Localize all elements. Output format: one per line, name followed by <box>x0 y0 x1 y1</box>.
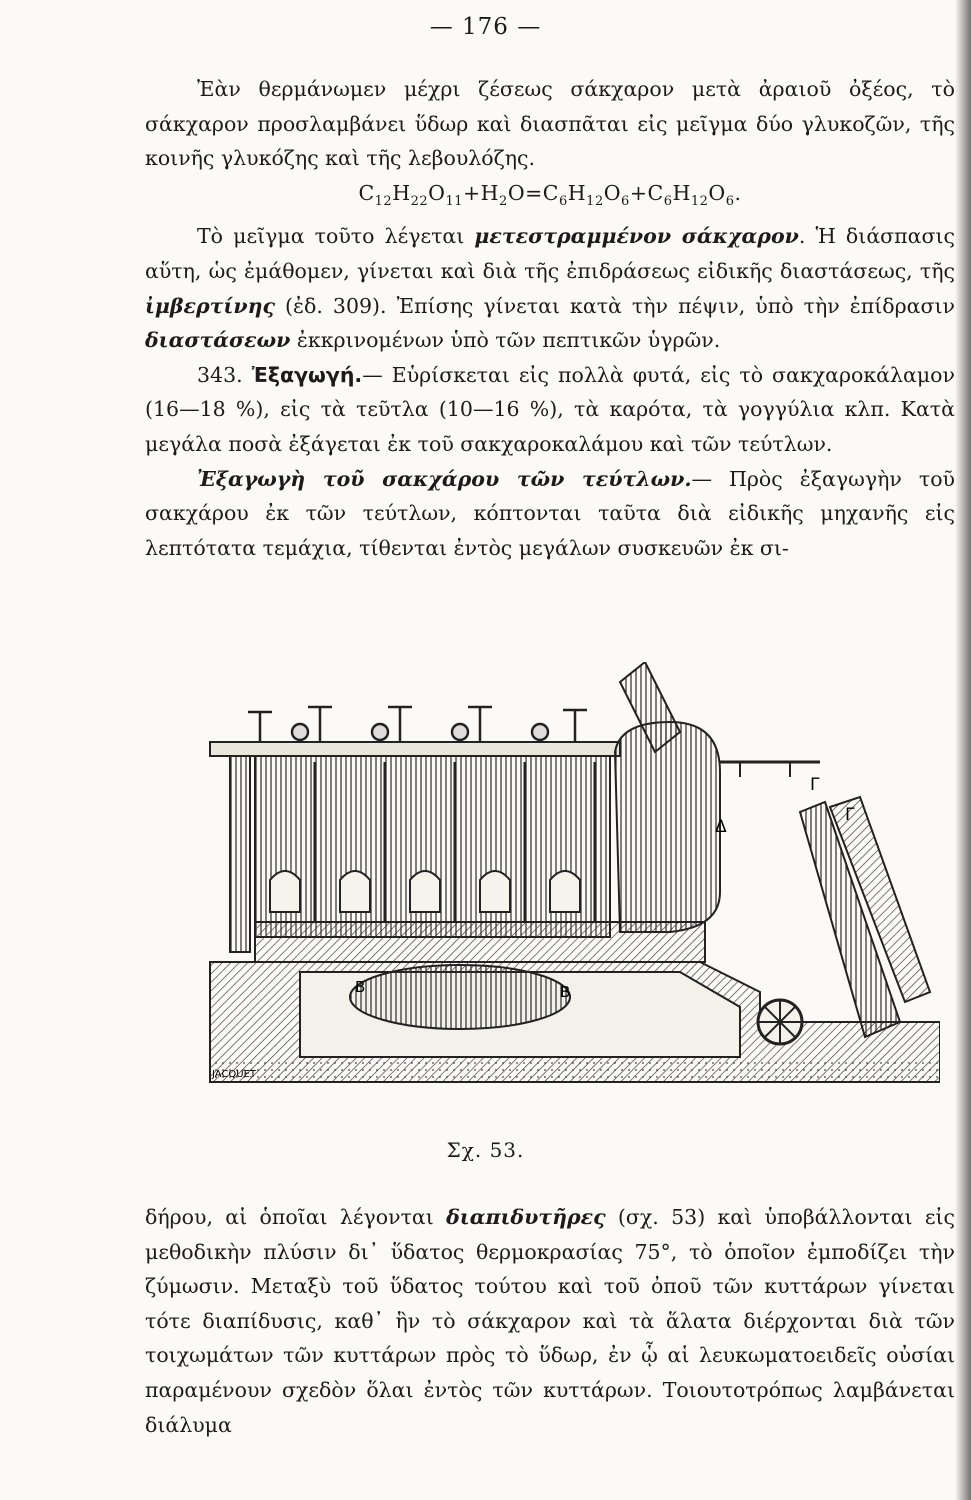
term-diffusers: διαπιδυτῆρες <box>446 1205 606 1229</box>
label-beta-2: Β <box>560 983 571 1001</box>
paragraph-hydrolysis: Ἐὰν θερμάνωμεν μέχρι ζέσεως σάκχαρον μετὰ ἀραιοῦ ὀξέος, τὸ σάκχαρον προσλαμβάνει ὕδωρ καὶ διασπᾶται εἰς μεῖγμα δύο γλυκοζῶν, τῆς κοινῆς γλυκόζης καὶ τῆς λεβουλόζης. <box>145 77 955 171</box>
figure-caption: Σχ. 53. <box>446 1138 525 1162</box>
term-invert-sugar: μετεστραμμένον σάκχαρον <box>474 224 799 249</box>
page-number: — 176 — <box>429 14 542 40</box>
paragraph-invert-sugar: Τὸ μεῖγμα τοῦτο λέγεται μετεστραμμένον σάκχαρον. Ἡ διάσπασις αὕτη, ὡς ἐμάθομεν, γίνεται καὶ διὰ τῆς ἐπιδράσεως εἰδικῆς διαστάσεως, τῆς ἰμβερτίνης (ἐδ. 309). Ἐπίσης γίνεται κατὰ τὴν πέψιν, ὑπὸ τὴν ἐπίδρασιν διαστάσεων ἐκκρινομένων ὑπὸ τῶν πεπτικῶν ὑγρῶν. <box>145 224 955 353</box>
term-invertase: ἰμβερτίνης <box>145 293 275 318</box>
inclined-elevator <box>758 797 930 1044</box>
label-delta: Δ <box>715 817 727 837</box>
section-number: 343. <box>197 362 252 387</box>
diffuser-vessels <box>210 722 720 962</box>
term-diastases: διαστάσεων <box>145 328 291 353</box>
label-gamma-1: Γ <box>810 775 820 795</box>
label-beta-1: Β <box>355 978 366 996</box>
figure-diffusion-battery <box>200 662 940 1092</box>
engraver-signature: JACQUET <box>212 1069 257 1080</box>
text-block-bottom <box>145 1200 955 1442</box>
subsection-heading: Ἐξαγωγὴ τοῦ σακχάρου τῶν τεύτλων. <box>197 466 692 491</box>
diffuser-engraving <box>200 662 940 1092</box>
top-valves <box>248 707 587 742</box>
section-heading: Ἐξαγωγή. <box>251 362 363 387</box>
paragraph-343-extraction: 343. Ἐξαγωγή.— Εὑρίσκεται εἰς πολλὰ φυτά, εἰς τὸ σακχαροκάλαμον (16—18 %), εἰς τὰ τεῦτλα (10—16 %), τὰ καρότα, τὰ γογγύλια κλπ. Κατὰ μεγάλα ποσὰ ἐξάγεται ἐκ τοῦ σακχαροκαλάμου καὶ τῶν τεύτλων. <box>145 362 955 457</box>
paragraph-diffusers: δήρου, αἱ ὁποῖαι λέγονται διαπιδυτῆρες (σχ. 53) καὶ ὑποβάλλονται εἰς μεθοδικὴν πλύσιν δι᾽ ὕδατος θερμοκρασίας 75°, τὸ ὁποῖον ἐμποδίζει τὴν ζύμωσιν. Μεταξὺ τοῦ ὕδατος τούτου καὶ τοῦ ὀποῦ τῶν κυττάρων γίνεται τότε διαπίδυσις, καθ᾽ ἣν τὸ σάκχαρον καὶ τὰ ἅλατα διέρχονται διὰ τῶν τοιχωμάτων τῶν κυττάρων πρὸς τὸ ὕδωρ, ἐν ᾧ αἱ λευκωματοειδεῖς οὐσίαι παραμένουν σχεδὸν ὅλαι ἐντὸς τῶν κυττάρων. Τοιουτοτρόπως λαμβάνεται διάλυμα <box>145 1205 955 1437</box>
label-gamma-2: Γ <box>845 805 855 825</box>
chemical-equation: $C_{12}H_{22}O_{11}+H_2O=C_6H_{12}O_6+C_6H_{12}O_6$. <box>358 180 742 209</box>
paragraph-beet-extraction: Ἐξαγωγὴ τοῦ σακχάρου τῶν τεύτλων.— Πρὸς ἐξαγωγὴν τοῦ σακχάρου ἐκ τῶν τεύτλων, κόπτονται ταῦτα διὰ εἰδικῆς μηχανῆς εἰς λεπτότατα τεμάχια, τίθενται ἐντὸς μεγάλων συσκευῶν ἐκ σι- <box>145 466 955 560</box>
text-block-top <box>145 72 955 565</box>
page-edge-shadow <box>955 0 971 1500</box>
foundation <box>210 962 940 1082</box>
